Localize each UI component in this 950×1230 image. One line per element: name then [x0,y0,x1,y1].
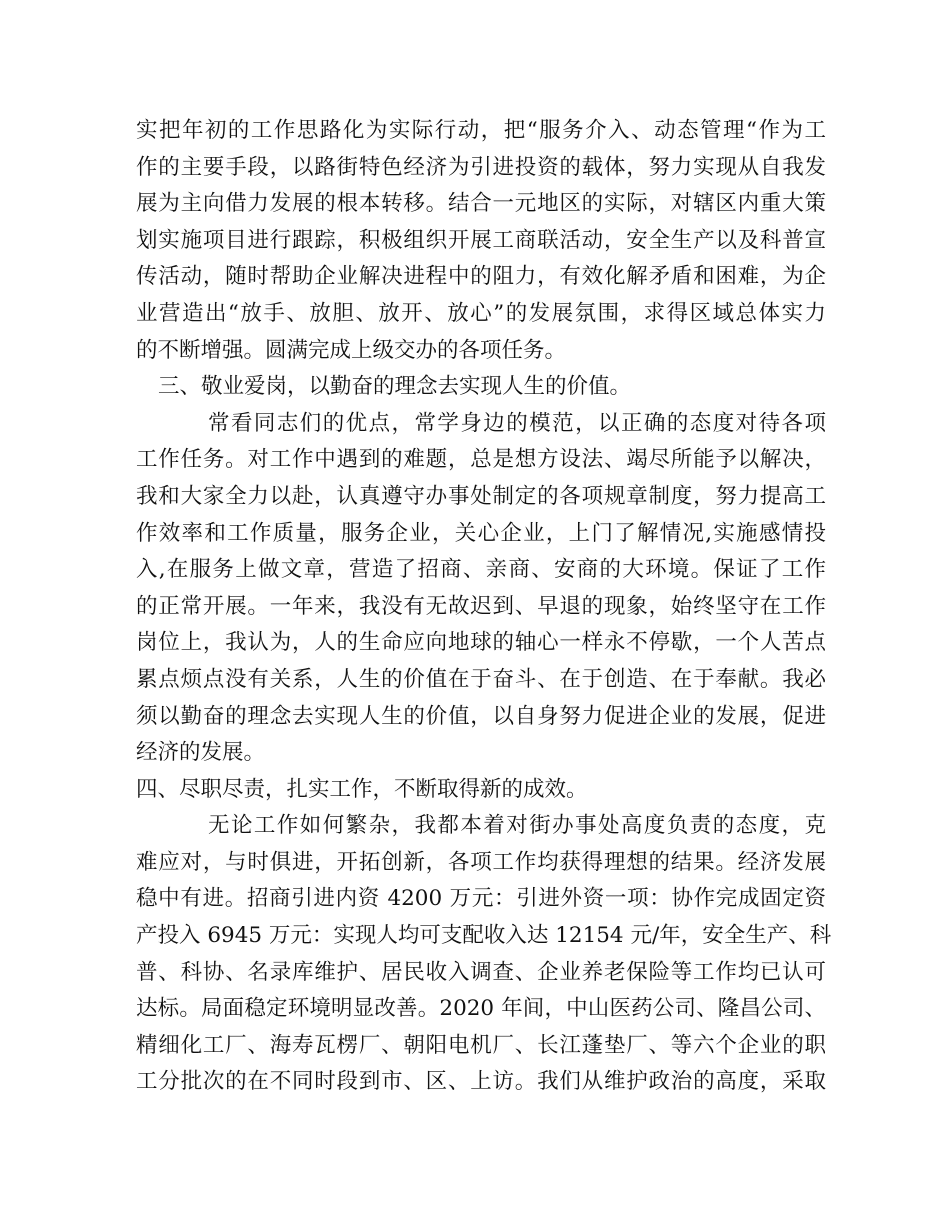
body-line: 入,在服务上做文章，营造了招商、亲商、安商的大环境。保证了工作 [136,557,826,583]
body-line: 岗位上，我认为，人的生命应向地球的轴心一样永不停歇，一个人苦点 [136,630,826,656]
body-line: 实把年初的工作思路化为实际行动，把“服务介入、动态管理“作为工 [136,118,826,143]
body-line: 常看同志们的优点，常学身边的模范，以正确的态度对待各项 [208,410,826,436]
body-line: 经济的发展。 [136,740,266,766]
body-line: 的正常开展。一年来，我没有无故迟到、早退的现象，始终坚守在工作 [136,593,826,619]
document-body [136,113,832,1101]
body-line: 工作任务。对工作中遇到的难题，总是想方设法、竭尽所能予以解决， [136,447,826,473]
body-line: 累点烦点没有关系，人生的价值在于奋斗、在于创造、在于奉献。我必 [136,666,826,692]
body-line: 产投入 6945 万元：实现人均可支配收入达 12154 元/年，安全生产、科 [136,923,832,949]
body-line: 展为主向借力发展的根本转移。结合一元地区的实际，对辖区内重大策 [136,191,826,217]
section-heading: 三、敬业爱岗，以勤奋的理念去实现人生的价值。 [158,374,632,400]
body-line: 无论工作如何繁杂，我都本着对街办事处高度负责的态度，克 [208,813,826,839]
body-line: 工分批次的在不同时段到市、区、上访。我们从维护政治的高度，采取 [136,1069,826,1095]
section-heading: 四、尽职尽责，扎实工作，不断取得新的成效。 [136,776,588,802]
body-line: 我和大家全力以赴，认真遵守办事处制定的各项规章制度，努力提高工 [136,483,826,509]
body-line: 作的主要手段，以路街特色经济为引进投资的载体，努力实现从自我发 [136,154,826,180]
body-line: 业营造出“放手、放胆、放开、放心”的发展氛围，求得区域总体实力 [136,300,826,326]
body-line: 划实施项目进行跟踪，积极组织开展工商联活动，安全生产以及科普宣 [136,227,826,253]
body-line: 达标。局面稳定环境明显改善。2020 年间，中山医药公司、隆昌公司、 [136,996,826,1022]
body-line: 传活动，随时帮助企业解决进程中的阻力，有效化解矛盾和困难，为企 [136,264,826,290]
body-line: 稳中有进。招商引进内资 4200 万元：引进外资一项：协作完成固定资 [136,886,826,912]
body-line: 精细化工厂、海寿瓦楞厂、朝阳电机厂、长江蓬垫厂、等六个企业的职 [136,1032,826,1058]
body-line: 作效率和工作质量，服务企业，关心企业，上门了解情况,实施感情投 [136,520,826,546]
body-line: 的不断增强。圆满完成上级交办的各项任务。 [136,337,567,363]
body-line: 须以勤奋的理念去实现人生的价值，以自身努力促进企业的发展，促进 [136,703,826,729]
body-line: 普、科协、名录库维护、居民收入调查、企业养老保险等工作均已认可 [136,959,826,985]
body-line: 难应对，与时俱进，开拓创新，各项工作均获得理想的结果。经济发展 [136,849,826,875]
